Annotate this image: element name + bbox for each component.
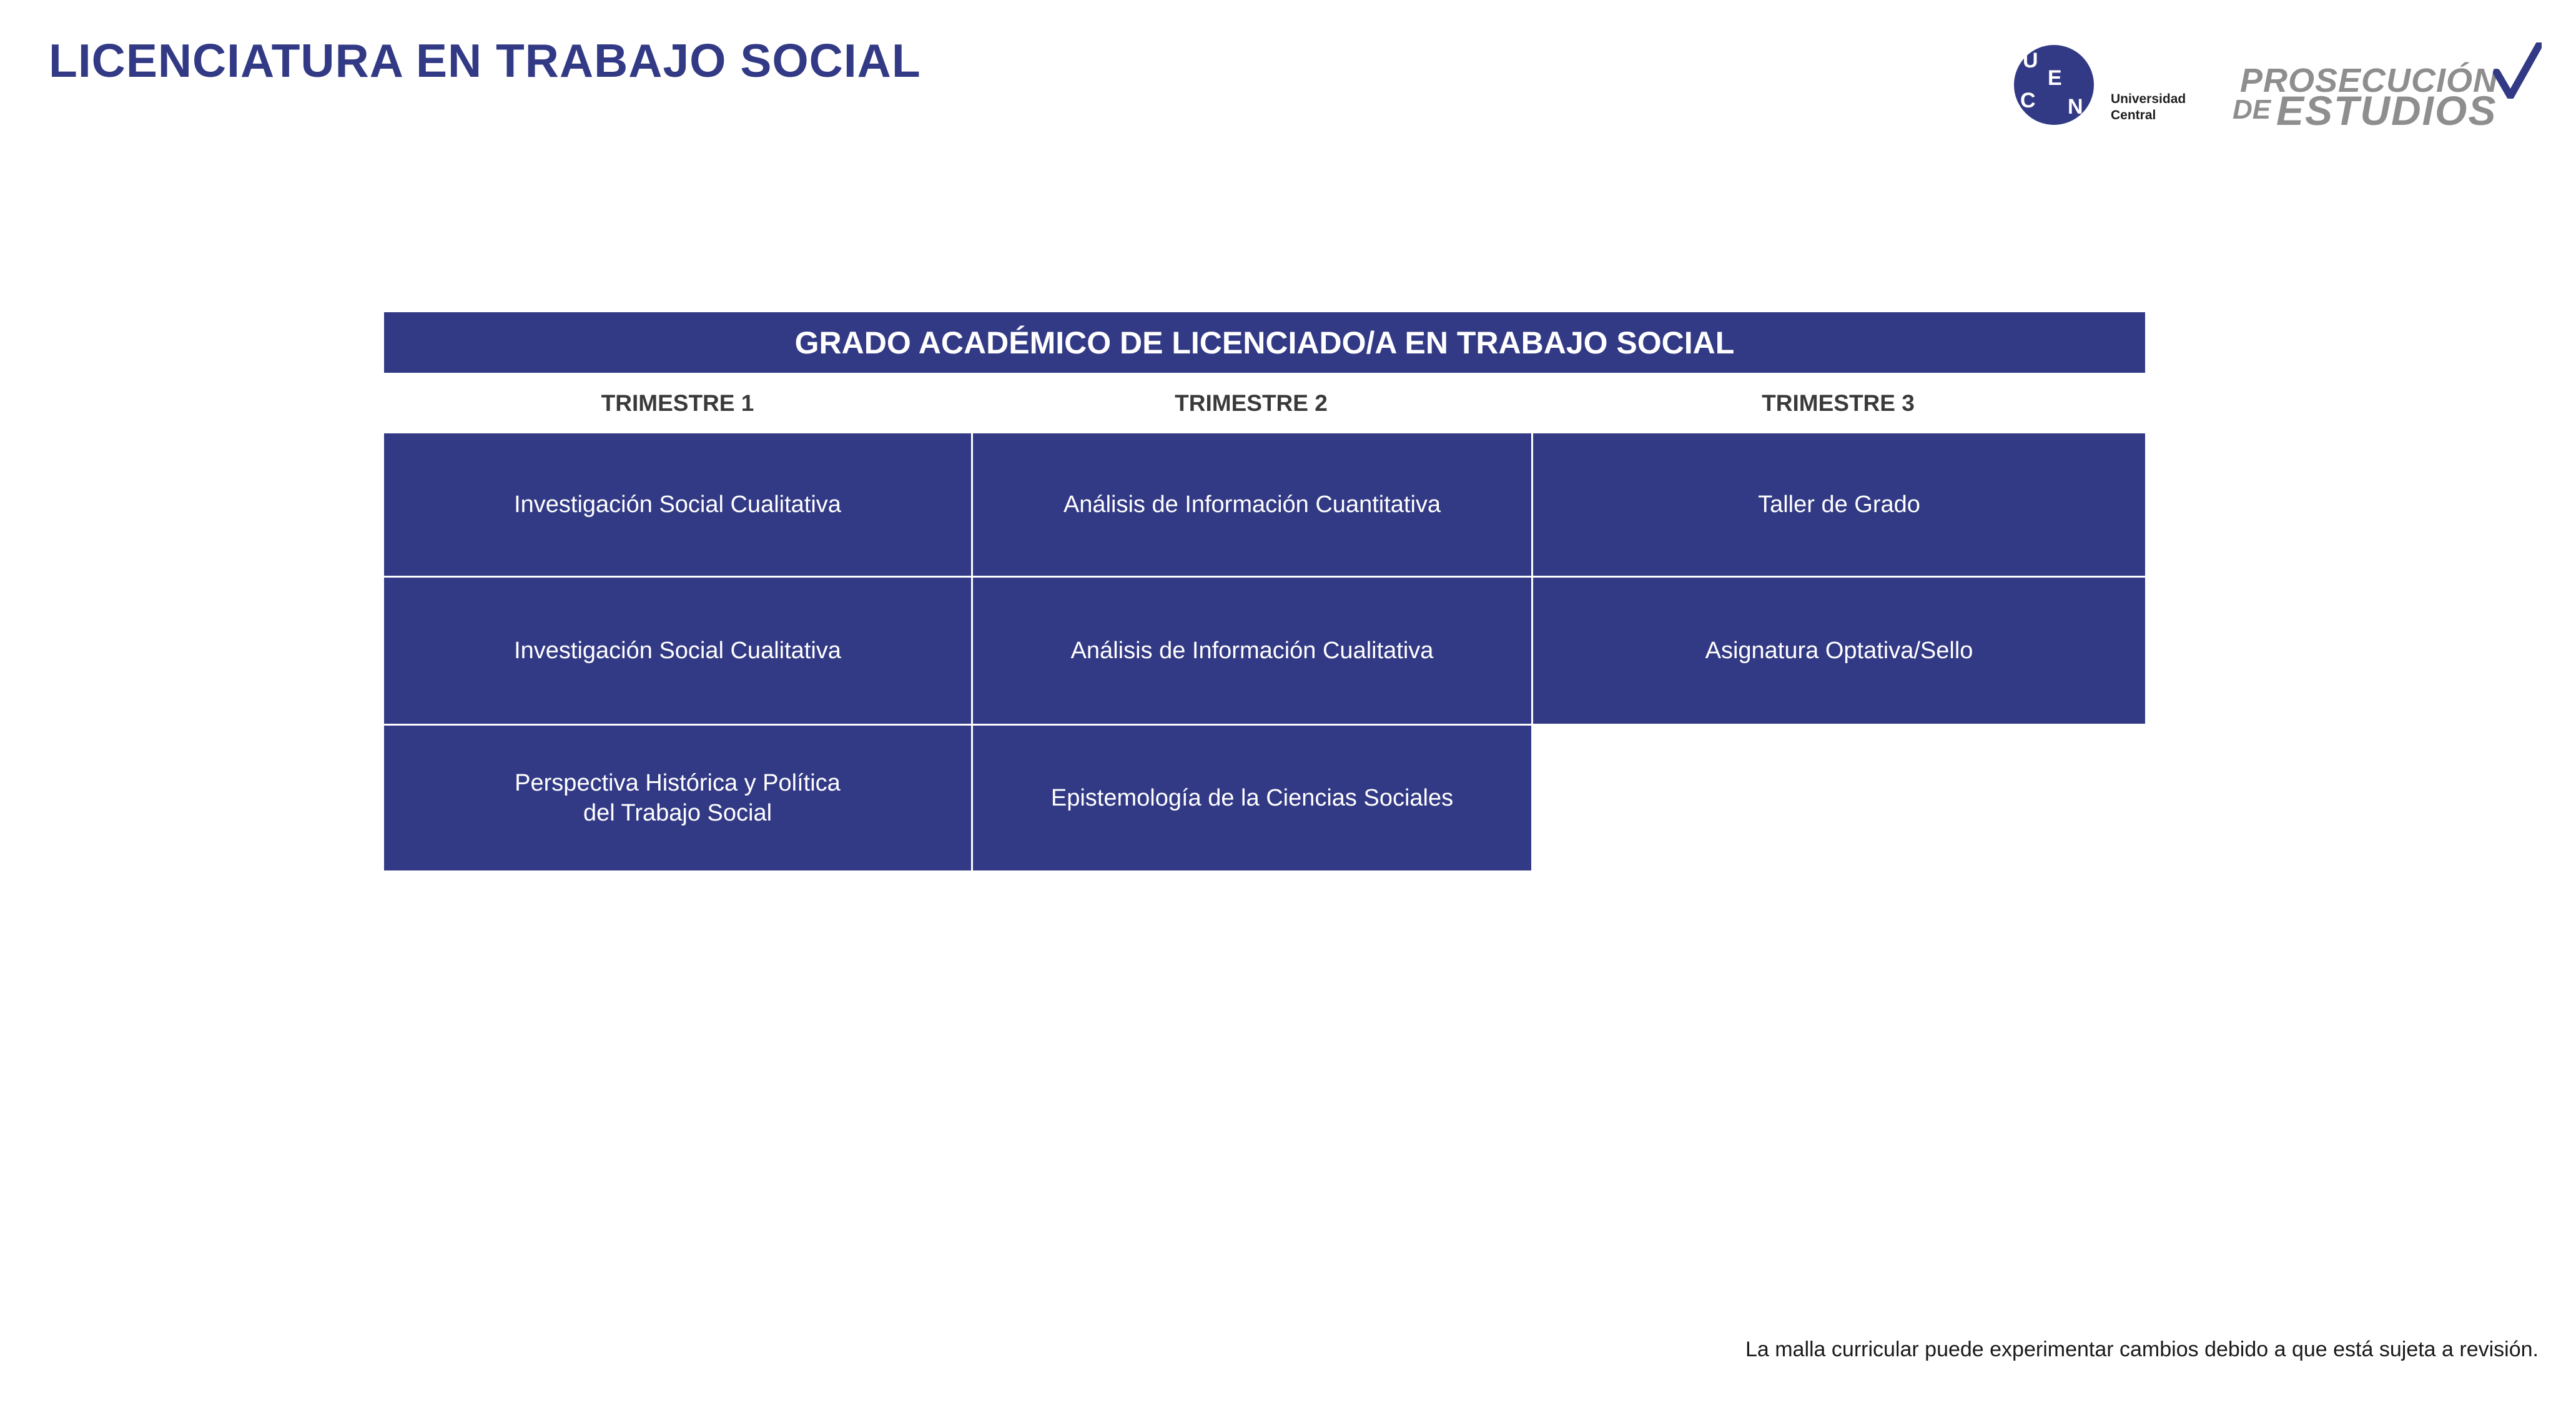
course-cell [1531,433,2145,576]
ucen-letter-n: N [2068,95,2083,119]
trimester-headers [384,373,2145,433]
course-cell [971,433,1531,576]
course-cell [384,724,971,870]
empty-cell [1531,724,2145,870]
course-name: Asignatura Optativa/Sello [1705,638,1973,664]
ucen-logo-circle [2014,45,2094,125]
ucen-letter-c: C [2020,89,2036,112]
course-name: Investigación Social Cualitativa [514,491,841,518]
course-name: Análisis de Información Cualitativa [1070,638,1434,664]
ucen-logo-line1: Universidad [2111,92,2186,106]
ucen-letter-u: U [2023,49,2038,72]
checkmark-icon [2492,42,2542,99]
ucen-logo-line2: Central [2111,108,2156,122]
trimester-2-header: TRIMESTRE 2 [1175,390,1328,416]
trimester-3-header: TRIMESTRE 3 [1762,390,1915,416]
ucen-logo-text [2111,91,2186,124]
course-cell [971,576,1531,724]
course-name: Epistemología de la Ciencias Sociales [1050,785,1454,811]
course-name: Taller de Grado [1758,491,1920,518]
course-cell [384,433,971,576]
curriculum-table [384,312,2145,870]
course-name: Perspectiva Histórica y Política del Trabajo Social [515,770,841,826]
course-name: Investigación Social Cualitativa [514,638,841,664]
degree-header: GRADO ACADÉMICO DE LICENCIADO/A EN TRABAJO SOCIAL [384,312,2145,373]
page-title: LICENCIATURA EN TRABAJO SOCIAL [49,34,921,87]
table-row [384,433,2145,576]
prosecucion-logo-de: DE [2233,94,2271,125]
prosecucion-logo-line1: PROSECUCIÓN [2240,62,2499,99]
trimester-1-header: TRIMESTRE 1 [601,390,754,416]
table-row [384,724,2145,870]
course-cell [971,724,1531,870]
course-name: Análisis de Información Cuantitativa [1063,491,1441,518]
table-row [384,576,2145,724]
revision-footnote: La malla curricular puede experimentar cambios debido a que está sujeta a revisión. [1745,1338,2539,1361]
course-cell [384,576,971,724]
prosecucion-de-estudios-logo [2233,42,2545,134]
ucen-letter-e: E [2048,66,2062,90]
prosecucion-logo-line2: ESTUDIOS [2276,87,2497,134]
universidad-central-logo [2014,45,2214,126]
course-cell [1531,576,2145,724]
